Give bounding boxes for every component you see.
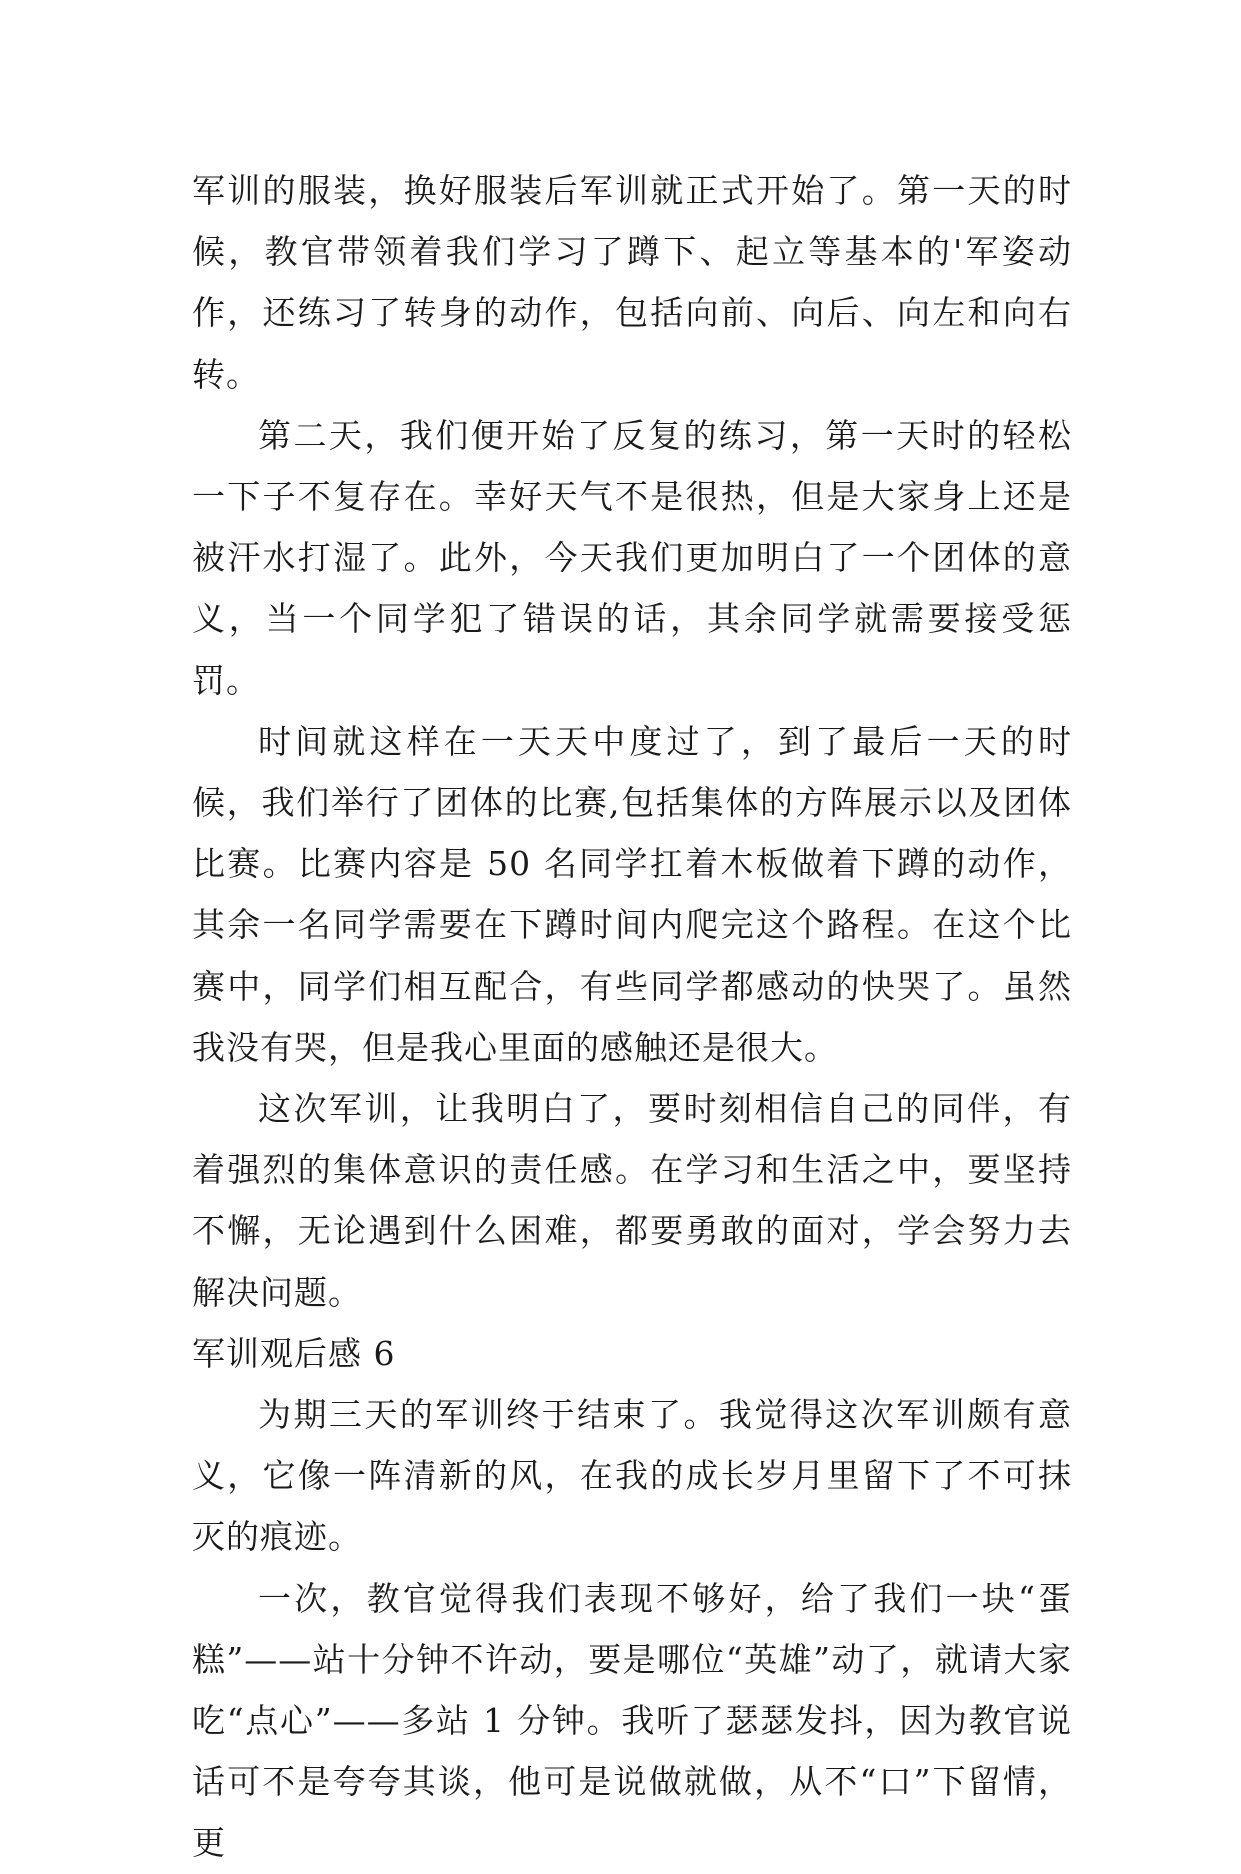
paragraph: 军训的服装，换好服装后军训就正式开始了。第一天的时候，教官带领着我们学习了蹲下、起立等基本的'军姿动作，还练习了转身的动作，包括向前、向后、向左和向右转。 xyxy=(192,171,1072,394)
document-body xyxy=(192,160,1072,1874)
section-title: 军训观后感 6 xyxy=(192,1333,396,1373)
paragraph: 这次军训，让我明白了，要时刻相信自己的同伴，有着强烈的集体意识的责任感。在学习和生活之中，要坚持不懈，无论遇到什么困难，都要勇敢的面对，学会努力去解决问题。 xyxy=(192,1089,1072,1312)
paragraph: 时间就这样在一天天中度过了，到了最后一天的时候，我们举行了团体的比赛,包括集体的方阵展示以及团体比赛。比赛内容是 50 名同学扛着木板做着下蹲的动作，其余一名同学需要在下蹲时间内爬完这个路程。在这个比赛中，同学们相互配合，有些同学都感动的快哭了。虽然我没有哭，但是我心里面的感触还是很大。 xyxy=(192,721,1072,1067)
paragraph: 一次，教官觉得我们表现不够好，给了我们一块“蛋糕”——站十分钟不许动，要是哪位“英雄”动了，就请大家吃“点心”——多站 1 分钟。我听了瑟瑟发抖，因为教官说话可不是夸夸其谈，他可是说做就做，从不“口”下留情，更 xyxy=(192,1578,1072,1863)
paragraph: 为期三天的军训终于结束了。我觉得这次军训颇有意义，它像一阵清新的风，在我的成长岁月里留下了不可抹灭的痕迹。 xyxy=(192,1395,1072,1557)
paragraph: 第二天，我们便开始了反复的练习，第一天时的轻松一下子不复存在。幸好天气不是很热，但是大家身上还是被汗水打湿了。此外，今天我们更加明白了一个团体的意义，当一个同学犯了错误的话，其余同学就需要接受惩罚。 xyxy=(192,415,1072,700)
